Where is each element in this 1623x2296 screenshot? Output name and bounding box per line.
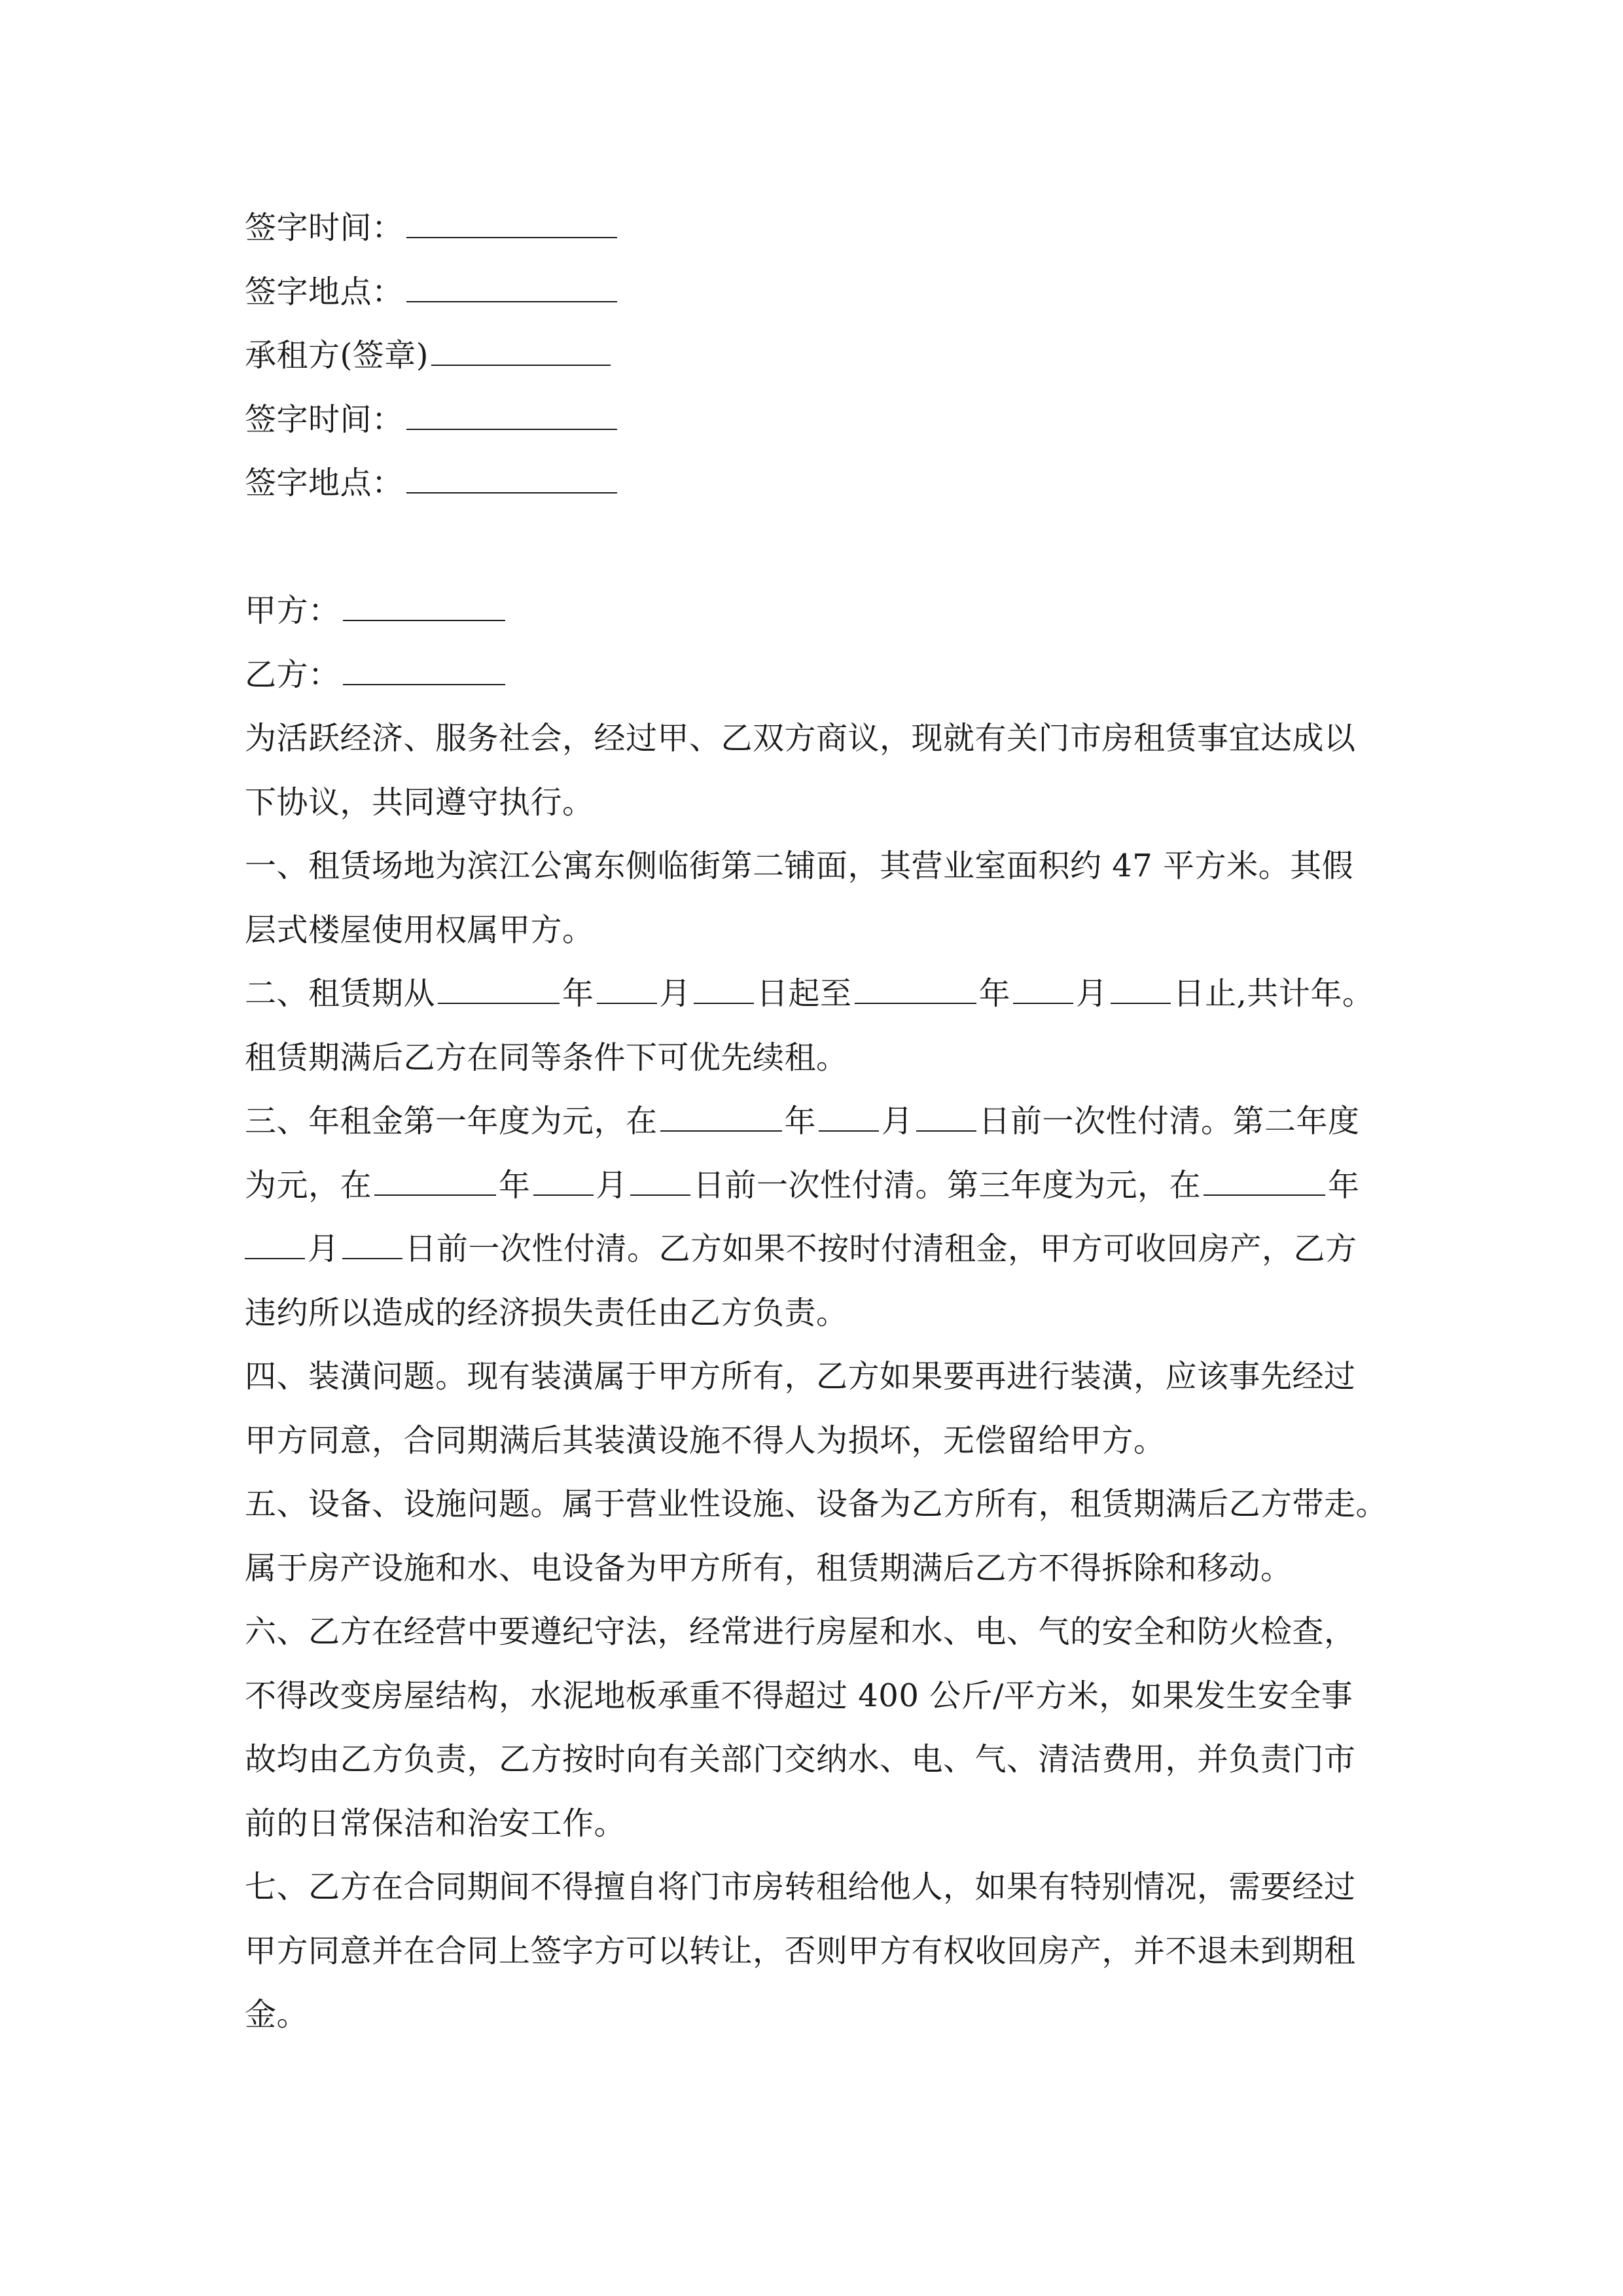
month-blank	[1013, 977, 1073, 1004]
contract-body	[245, 196, 1388, 2047]
clause-5-line-2: 属于房产设施和水、电设备为甲方所有，租赁期满后乙方不得拆除和移动。	[245, 1549, 1293, 1587]
year-label: 年	[784, 1103, 817, 1139]
lessee-seal-label: 承租方(签章)	[245, 337, 429, 374]
year-blank	[374, 1168, 496, 1196]
year-label: 年	[978, 975, 1011, 1012]
lessor-sign-time-line	[245, 196, 1383, 260]
month-blank	[245, 1232, 305, 1259]
month-blank	[597, 977, 657, 1004]
lessee-sign-place-line	[245, 452, 1383, 516]
clause-7-line-2: 甲方同意并在合同上签字方可以转让，否则甲方有权收回房产，并不退未到期租	[245, 1932, 1356, 1969]
clause-3-suffix: 日前一次性付清。第二年度	[978, 1103, 1360, 1139]
year-label: 年	[562, 975, 594, 1012]
month-label: 月	[1076, 975, 1108, 1012]
sign-place-label: 签字地点：	[245, 465, 404, 501]
end-day-label: 日止,共计年。	[1173, 975, 1374, 1012]
clause-3-line-4: 违约所以造成的经济损失责任由乙方负责。	[245, 1294, 848, 1331]
month-label: 月	[308, 1230, 340, 1267]
clause-2-line-2: 租赁期满后乙方在同等条件下可优先续租。	[245, 1039, 848, 1076]
clause-4-line-2: 甲方同意，合同期满后其装潢设施不得人为损坏，无偿留给甲方。	[245, 1422, 1166, 1459]
start-day-label: 日起至	[757, 975, 852, 1012]
intro-line-1: 为活跃经济、服务社会，经过甲、乙双方商议，现就有关门市房租赁事宜达成以	[245, 720, 1356, 757]
sign-place-label: 签字地点：	[245, 273, 404, 310]
day-blank	[694, 977, 754, 1004]
section-spacer	[245, 516, 1383, 580]
month-label: 月	[596, 1166, 628, 1204]
clause-2-line-1	[245, 962, 1383, 1026]
sign-time-label: 签字时间：	[245, 209, 404, 246]
clause-7-line-1: 七、乙方在合同期间不得擅自将门市房转租给他人，如果有特别情况，需要经过	[245, 1869, 1356, 1905]
month-blank	[533, 1168, 594, 1196]
clause-4-line-1: 四、装潢问题。现有装潢属于甲方所有，乙方如果要再进行装潢，应该事先经过	[245, 1358, 1356, 1395]
sign-time-blank	[406, 211, 617, 238]
day-blank	[342, 1232, 402, 1259]
party-a-line	[245, 579, 1383, 643]
year-blank	[855, 977, 976, 1004]
day-blank	[630, 1168, 690, 1196]
year-blank	[1204, 1168, 1325, 1196]
month-label: 月	[882, 1103, 914, 1139]
lessee-seal-line	[245, 324, 1383, 388]
clause-3-l2-prefix: 为元，在	[245, 1166, 372, 1204]
year-blank	[660, 1104, 782, 1132]
lessee-sign-time-line	[245, 388, 1383, 452]
year-label: 年	[1328, 1166, 1360, 1204]
clause-3-l2-mid: 日前一次性付清。第三年度为元，在	[693, 1166, 1202, 1204]
clause-1-line-2: 层式楼屋使用权属甲方。	[245, 911, 594, 948]
party-b-label: 乙方：	[245, 656, 340, 693]
sign-place-blank	[406, 275, 617, 302]
sign-place-blank	[406, 466, 617, 493]
clause-6-line-1: 六、乙方在经营中要遵纪守法，经常进行房屋和水、电、气的安全和防火检查，	[245, 1613, 1356, 1650]
year-label: 年	[499, 1166, 531, 1204]
year-blank	[438, 977, 560, 1004]
clause-3-line-2	[245, 1154, 1383, 1218]
clause-6-line-2: 不得改变房屋结构，水泥地板承重不得超过 400 公斤/平方米，如果发生安全事	[245, 1677, 1353, 1714]
month-label: 月	[659, 975, 692, 1012]
day-blank	[916, 1104, 976, 1132]
clause-3-line-3	[245, 1217, 1383, 1282]
party-a-blank	[343, 594, 505, 621]
clause-7-line-3: 金。	[245, 1996, 309, 2033]
intro-line-2: 下协议，共同遵守执行。	[245, 783, 594, 821]
sign-time-blank	[406, 403, 617, 430]
sign-time-label: 签字时间：	[245, 401, 404, 438]
month-blank	[819, 1104, 879, 1132]
party-b-line	[245, 643, 1383, 708]
clause-2-prefix: 二、租赁期从	[245, 975, 436, 1012]
day-blank	[1111, 977, 1171, 1004]
party-b-blank	[343, 658, 505, 685]
party-a-label: 甲方：	[245, 592, 340, 629]
lessee-seal-blank	[431, 338, 611, 366]
clause-6-line-4: 前的日常保洁和治安工作。	[245, 1804, 626, 1842]
clause-1-line-1: 一、租赁场地为滨江公寓东侧临街第二铺面，其营业室面积约 47 平方米。其假	[245, 848, 1354, 884]
clause-3-l3-suffix: 日前一次性付清。乙方如果不按时付清租金，甲方可收回房产，乙方	[404, 1230, 1357, 1267]
lessor-sign-place-line	[245, 260, 1383, 325]
clause-6-line-3: 故均由乙方负责，乙方按时向有关部门交纳水、电、气、清洁费用，并负责门市	[245, 1741, 1356, 1778]
clause-5-line-1: 五、设备、设施问题。属于营业性设施、设备为乙方所有，租赁期满后乙方带走。	[245, 1486, 1388, 1522]
clause-3-prefix: 三、年租金第一年度为元，在	[245, 1103, 658, 1139]
clause-3-line-1	[245, 1090, 1383, 1154]
